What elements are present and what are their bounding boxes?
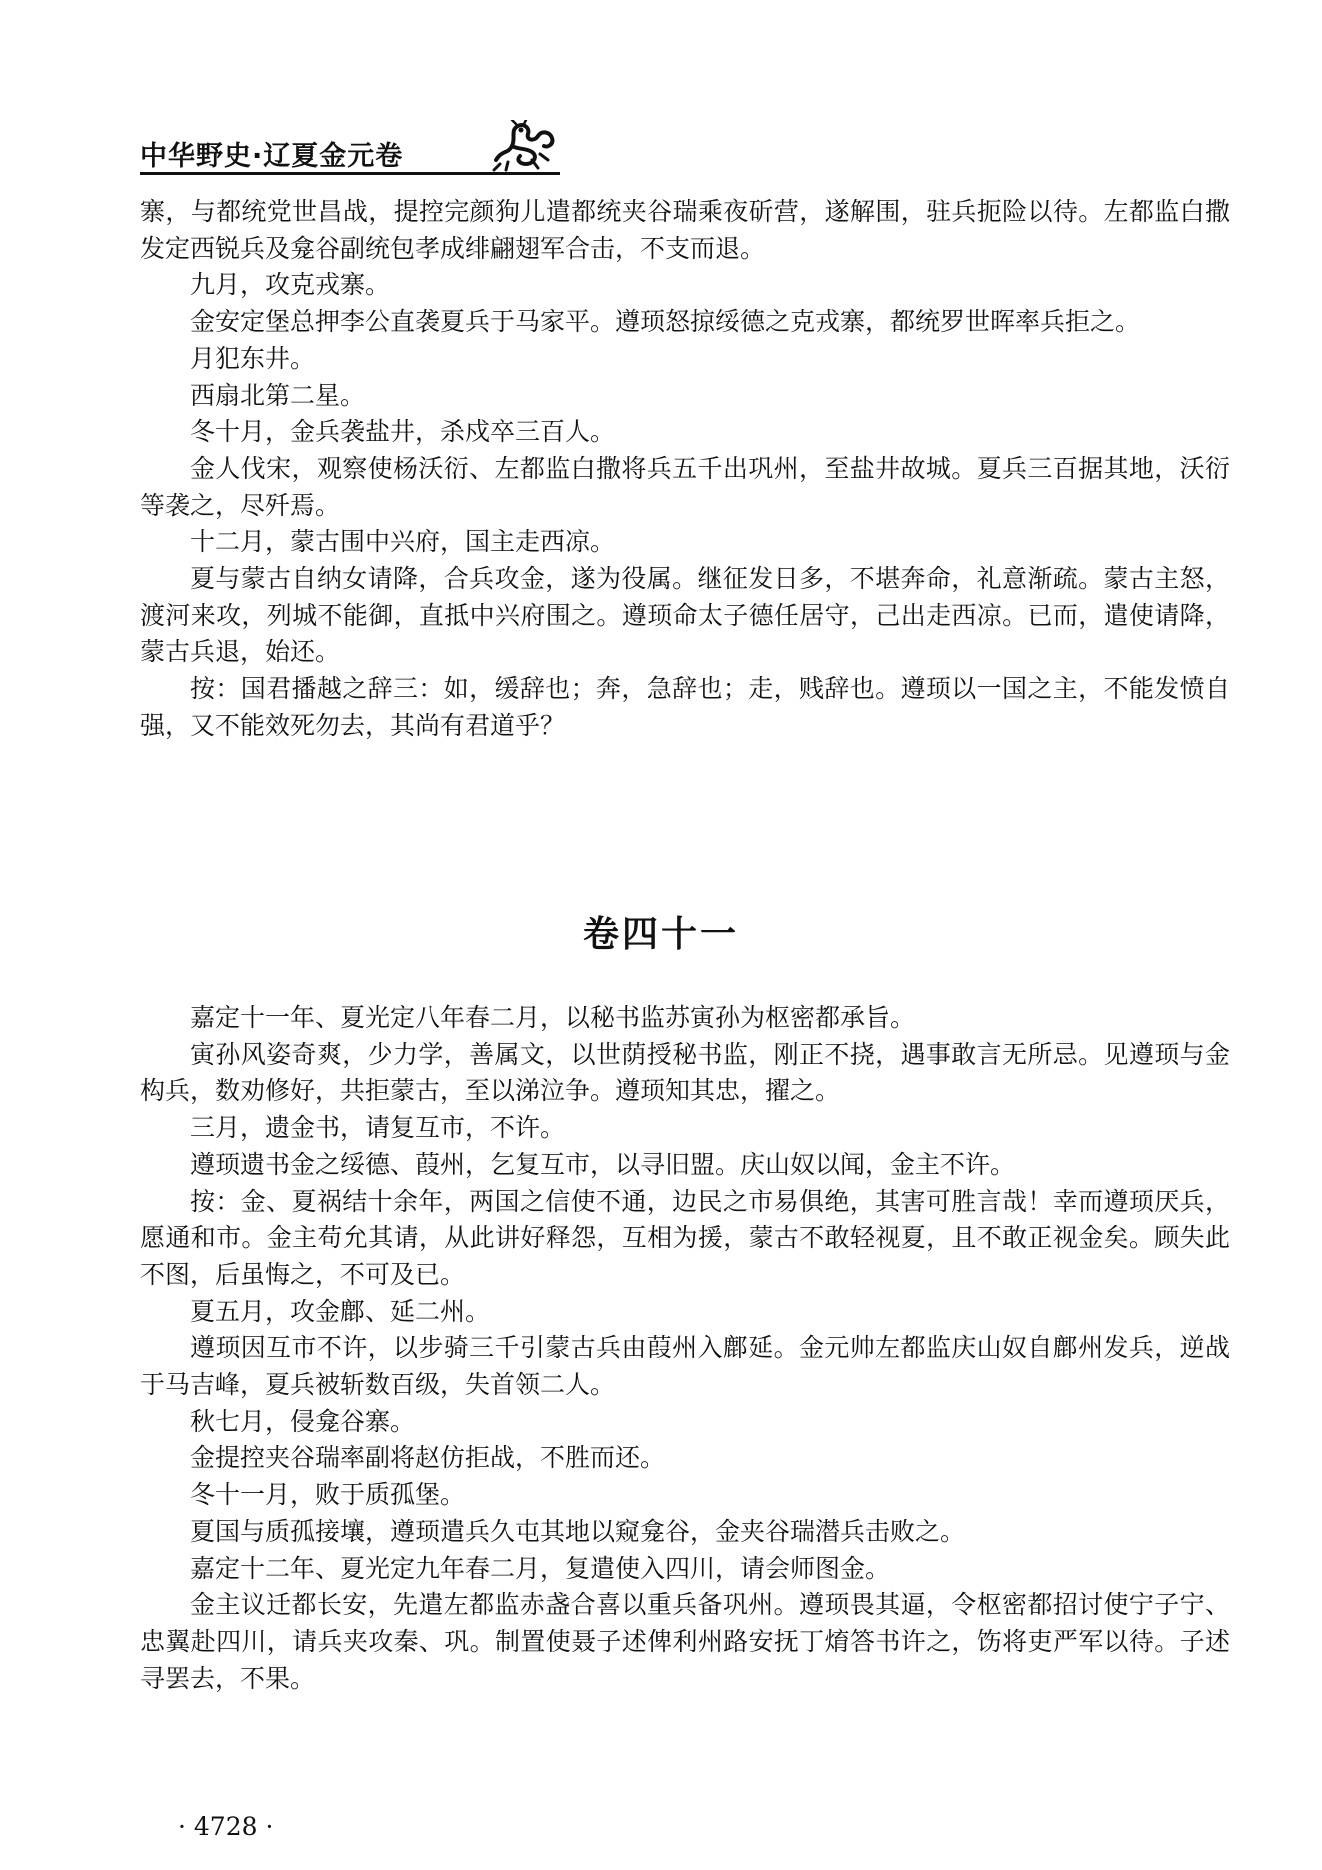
running-title: 中华野史·辽夏金元卷: [140, 141, 404, 172]
chapter-title: 卷四十一: [582, 914, 739, 955]
body-text-bottom: [140, 1000, 1230, 1697]
paragraph: 寨，与都统党世昌战，提控完颜狗儿遣都统夹谷瑞乘夜斫营，遂解围，驻兵扼险以待。左都监白撒发定西锐兵及龛谷副统包孝成绯翩翅军合击，不支而退。: [140, 197, 1230, 263]
paragraph: 夏五月，攻金鄜、延二州。: [190, 1296, 491, 1326]
paragraph: 秋七月，侵龛谷寨。: [190, 1406, 416, 1436]
paragraph: 嘉定十二年、夏光定九年春二月，复遣使入四川，请会师图金。: [190, 1553, 891, 1583]
paragraph: 寅孙风姿奇爽，少力学，善属文，以世荫授秘书监，刚正不挠，遇事敢言无所忌。见遵顼与金构兵，数劝修好，共拒蒙古，至以涕泣争。遵顼知其忠，擢之。: [140, 1039, 1230, 1106]
paragraph: 遵顼遗书金之绥德、葭州，乞复互市，以寻旧盟。庆山奴以闻，金主不许。: [190, 1149, 1016, 1179]
paragraph: 西扇北第二星。: [190, 380, 366, 410]
dragon-emblem-icon: [490, 120, 560, 172]
paragraph: 九月，攻克戎寨。: [190, 270, 391, 300]
paragraph: 十二月，蒙古围中兴府，国主走西凉。: [190, 527, 616, 557]
paragraph: 月犯东井。: [190, 343, 316, 373]
paragraph: 冬十一月，败于质孤堡。: [190, 1480, 466, 1510]
paragraph: 夏国与质孤接壤，遵顼遣兵久屯其地以窥龛谷，金夹谷瑞潜兵击败之。: [190, 1516, 966, 1546]
body-text-top: [140, 194, 1230, 745]
paragraph: 冬十月，金兵袭盐井，杀戍卒三百人。: [190, 417, 616, 447]
header-rule: [140, 172, 560, 175]
paragraph: 按：金、夏祸结十余年，两国之信使不通，边民之市易俱绝，其害可胜言哉！幸而遵顼厌兵，愿通和市。金主苟允其请，从此讲好释怨，互相为援，蒙古不敢轻视夏，且不敢正视金矣。顾失此不图，后虽悔之，不可及已。: [140, 1186, 1230, 1289]
paragraph: 金主议迁都长安，先遣左都监赤盏合喜以重兵备巩州。遵顼畏其逼，令枢密都招讨使宁子宁、忠翼赴四川，请兵夹攻秦、巩。制置使聂子述俾利州路安抚丁焴答书许之，饬将吏严军以待。子述寻罢去，不果。: [140, 1590, 1230, 1693]
paragraph: 夏与蒙古自纳女请降，合兵攻金，遂为役属。继征发日多，不堪奔命，礼意渐疏。蒙古主怒，渡河来攻，列城不能御，直抵中兴府围之。遵顼命太子德任居守，己出走西凉。已而，遣使请降，蒙古兵退，始还。: [140, 564, 1230, 667]
running-header: [140, 118, 560, 188]
paragraph: 嘉定十一年、夏光定八年春二月，以秘书监苏寅孙为枢密都承旨。: [190, 1003, 916, 1032]
paragraph: 三月，遗金书，请复互市，不许。: [190, 1113, 566, 1143]
paragraph: 遵顼因互市不许，以步骑三千引蒙古兵由葭州入鄜延。金元帅左都监庆山奴自鄜州发兵，逆战于马吉峰，夏兵被斩数百级，失首领二人。: [140, 1333, 1230, 1400]
paragraph: 按：国君播越之辞三：如，缓辞也；奔，急辞也；走，贱辞也。遵顼以一国之主，不能发愤自强，又不能效死勿去，其尚有君道乎？: [140, 674, 1230, 740]
paragraph: 金人伐宋，观察使杨沃衍、左都监白撒将兵五千出巩州，至盐井故城。夏兵三百据其地，沃衍等袭之，尽歼焉。: [140, 453, 1230, 520]
page-number: · 4728 ·: [178, 1812, 274, 1841]
paragraph: 金提控夹谷瑞率副将赵仿拒战，不胜而还。: [190, 1443, 666, 1473]
paragraph: 金安定堡总押李公直袭夏兵于马家平。遵顼怒掠绥德之克戎寨，都统罗世晖率兵拒之。: [190, 307, 1141, 337]
